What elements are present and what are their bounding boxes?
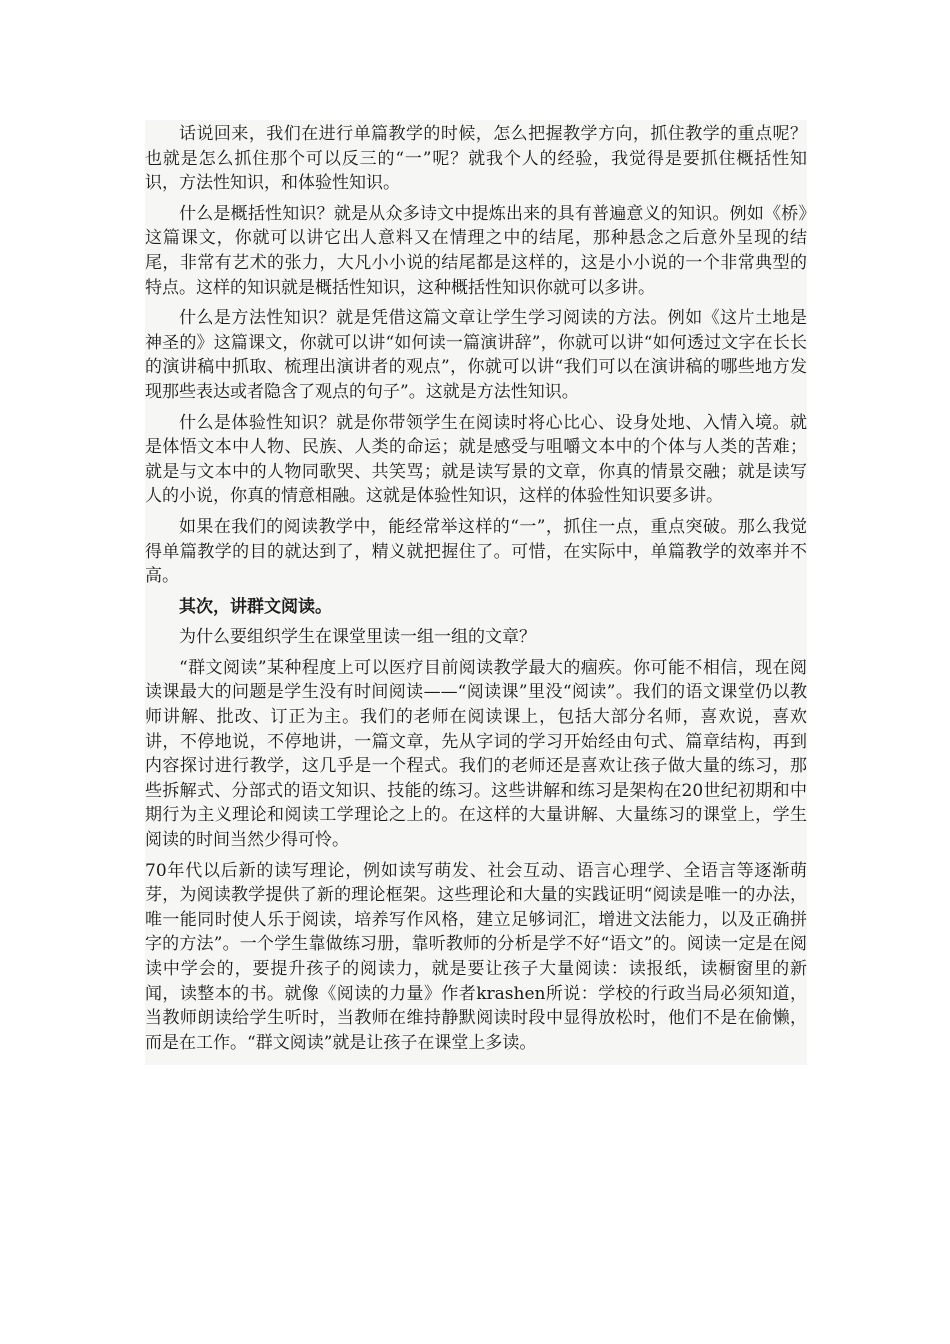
paragraph: 什么是体验性知识？就是你带领学生在阅读时将心比心、设身处地、入情入境。就是体悟文本中人物、民族、人类的命运；就是感受与咀嚼文本中的个体与人类的苦难；就是与文本中的人物同歌哭、共笑骂；就是读写景的文章，你真的情景交融；就是读写人的小说，你真的情意相融。这就是体验性知识，这样的体验性知识要多讲。: [145, 412, 807, 507]
text-body: [145, 120, 807, 1065]
section-heading: 其次，讲群文阅读。: [179, 596, 332, 617]
paragraph: 话说回来，我们在进行单篇教学的时候，怎么把握教学方向，抓住教学的重点呢？也就是怎么抓住那个可以反三的“一”呢？就我个人的经验，我觉得是要抓住概括性知识，方法性知识，和体验性知识。: [145, 124, 807, 194]
paragraph: “群文阅读”某种程度上可以医疗目前阅读教学最大的痼疾。你可能不相信，现在阅读课最大的问题是学生没有时间阅读——“阅读课”里没“阅读”。我们的语文课堂仍以教师讲解、批改、订正为主。我们的老师在阅读课上，包括大部分名师，喜欢说，喜欢讲，不停地说，不停地讲，一篇文章，先从字词的学习开始经由句式、篇章结构，再到内容探讨进行教学，这几乎是一个程式。我们的老师还是喜欢让孩子做大量的练习，那些拆解式、分部式的语文知识、技能的练习。这些讲解和练习是架构在20世纪初期和中期行为主义理论和阅读工学理论之上的。在这样的大量讲解、大量练习的课堂上，学生阅读的时间当然少得可怜。: [145, 657, 807, 851]
paragraph: 70年代以后新的读写理论，例如读写萌发、社会互动、语言心理学、全语言等逐渐萌芽，为阅读教学提供了新的理论框架。这些理论和大量的实践证明“阅读是唯一的办法，唯一能同时使人乐于阅读，培养写作风格，建立足够词汇，增进文法能力，以及正确拼字的方法”。一个学生靠做练习册，靠听教师的分析是学不好“语文”的。阅读一定是在阅读中学会的，要提升孩子的阅读力，就是要让孩子大量阅读：读报纸，读橱窗里的新闻，读整本的书。就像《阅读的力量》作者krashen所说：学校的行政当局必须知道，当教师朗读给学生听时，当教师在维持静默阅读时段中显得放松时，他们不是在偷懒，而是在工作。“群文阅读”就是让孩子在课堂上多读。: [145, 860, 807, 1053]
paragraph: 什么是概括性知识？就是从众多诗文中提炼出来的具有普遍意义的知识。例如《桥》这篇课文，你就可以讲它出人意料又在情理之中的结尾，那种悬念之后意外呈现的结尾，非常有艺术的张力，大凡小小说的结尾都是这样的，这是小小说的一个非常典型的特点。这样的知识就是概括性知识，这种概括性知识你就可以多讲。: [145, 203, 807, 298]
paragraph: 什么是方法性知识？就是凭借这篇文章让学生学习阅读的方法。例如《这片土地是神圣的》这篇课文，你就可以讲“如何读一篇演讲辞”，你就可以讲“如何透过文字在长长的演讲稿中抓取、梳理出演讲者的观点”，你就可以讲“我们可以在演讲稿的哪些地方发现那些表达或者隐含了观点的句子”。这就是方法性知识。: [145, 308, 807, 402]
section-question: 为什么要组织学生在课堂里读一组一组的文章？: [179, 627, 536, 648]
paragraph: 如果在我们的阅读教学中，能经常举这样的“一”，抓住一点，重点突破。那么我觉得单篇教学的目的就达到了，精义就把握住了。可惜，在实际中，单篇教学的效率并不高。: [145, 516, 807, 587]
